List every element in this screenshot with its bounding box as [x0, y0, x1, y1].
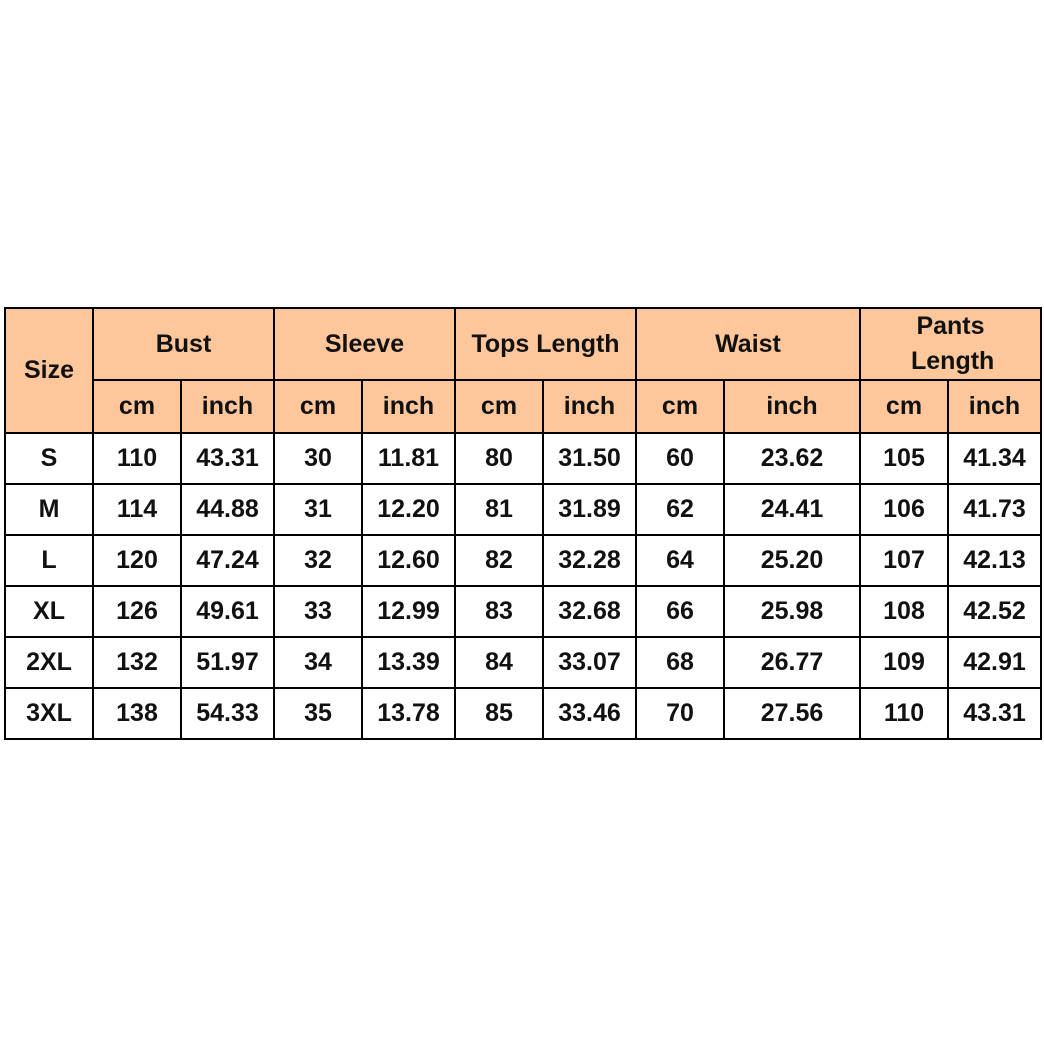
- header-row-groups: [5, 308, 1041, 380]
- value-cell: 70: [636, 688, 724, 739]
- table-row: [5, 535, 1041, 586]
- value-cell: 114: [93, 484, 181, 535]
- value-cell: 33.07: [543, 637, 636, 688]
- table-row: [5, 433, 1041, 484]
- value-cell: 85: [455, 688, 543, 739]
- group-header-pants-length: Pants Length: [860, 308, 1041, 380]
- unit-header: inch: [948, 380, 1041, 433]
- table-row: [5, 637, 1041, 688]
- value-cell: 51.97: [181, 637, 274, 688]
- value-cell: 25.20: [724, 535, 860, 586]
- value-cell: 23.62: [724, 433, 860, 484]
- value-cell: 12.20: [362, 484, 455, 535]
- value-cell: 31.50: [543, 433, 636, 484]
- unit-header: inch: [181, 380, 274, 433]
- value-cell: 47.24: [181, 535, 274, 586]
- unit-header: inch: [724, 380, 860, 433]
- size-cell: L: [5, 535, 93, 586]
- group-header-tops-length: Tops Length: [455, 308, 636, 380]
- unit-header: cm: [274, 380, 362, 433]
- value-cell: 12.60: [362, 535, 455, 586]
- value-cell: 43.31: [181, 433, 274, 484]
- value-cell: 34: [274, 637, 362, 688]
- value-cell: 30: [274, 433, 362, 484]
- value-cell: 80: [455, 433, 543, 484]
- value-cell: 68: [636, 637, 724, 688]
- value-cell: 54.33: [181, 688, 274, 739]
- value-cell: 42.52: [948, 586, 1041, 637]
- value-cell: 41.73: [948, 484, 1041, 535]
- group-header-bust: Bust: [93, 308, 274, 380]
- value-cell: 49.61: [181, 586, 274, 637]
- value-cell: 43.31: [948, 688, 1041, 739]
- value-cell: 13.39: [362, 637, 455, 688]
- value-cell: 31: [274, 484, 362, 535]
- value-cell: 12.99: [362, 586, 455, 637]
- value-cell: 25.98: [724, 586, 860, 637]
- group-header-waist: Waist: [636, 308, 860, 380]
- value-cell: 64: [636, 535, 724, 586]
- value-cell: 31.89: [543, 484, 636, 535]
- value-cell: 26.77: [724, 637, 860, 688]
- unit-header: cm: [860, 380, 948, 433]
- value-cell: 32.68: [543, 586, 636, 637]
- value-cell: 41.34: [948, 433, 1041, 484]
- value-cell: 107: [860, 535, 948, 586]
- value-cell: 32: [274, 535, 362, 586]
- value-cell: 42.13: [948, 535, 1041, 586]
- value-cell: 35: [274, 688, 362, 739]
- table-row: [5, 688, 1041, 739]
- unit-header: cm: [636, 380, 724, 433]
- value-cell: 110: [93, 433, 181, 484]
- value-cell: 13.78: [362, 688, 455, 739]
- value-cell: 110: [860, 688, 948, 739]
- value-cell: 105: [860, 433, 948, 484]
- value-cell: 84: [455, 637, 543, 688]
- value-cell: 138: [93, 688, 181, 739]
- size-cell: 3XL: [5, 688, 93, 739]
- unit-header: inch: [543, 380, 636, 433]
- value-cell: 108: [860, 586, 948, 637]
- unit-header: inch: [362, 380, 455, 433]
- size-cell: XL: [5, 586, 93, 637]
- size-chart-table: [4, 307, 1042, 740]
- value-cell: 44.88: [181, 484, 274, 535]
- group-header-sleeve: Sleeve: [274, 308, 455, 380]
- value-cell: 42.91: [948, 637, 1041, 688]
- value-cell: 32.28: [543, 535, 636, 586]
- value-cell: 66: [636, 586, 724, 637]
- size-header: Size: [5, 308, 93, 433]
- size-cell: 2XL: [5, 637, 93, 688]
- value-cell: 33.46: [543, 688, 636, 739]
- value-cell: 33: [274, 586, 362, 637]
- unit-header: cm: [455, 380, 543, 433]
- value-cell: 126: [93, 586, 181, 637]
- value-cell: 60: [636, 433, 724, 484]
- value-cell: 106: [860, 484, 948, 535]
- value-cell: 24.41: [724, 484, 860, 535]
- size-cell: S: [5, 433, 93, 484]
- value-cell: 83: [455, 586, 543, 637]
- header-row-units: [5, 380, 1041, 433]
- value-cell: 62: [636, 484, 724, 535]
- unit-header: cm: [93, 380, 181, 433]
- table-row: [5, 484, 1041, 535]
- value-cell: 82: [455, 535, 543, 586]
- value-cell: 109: [860, 637, 948, 688]
- value-cell: 132: [93, 637, 181, 688]
- table-row: [5, 586, 1041, 637]
- value-cell: 27.56: [724, 688, 860, 739]
- value-cell: 120: [93, 535, 181, 586]
- value-cell: 11.81: [362, 433, 455, 484]
- size-cell: M: [5, 484, 93, 535]
- value-cell: 81: [455, 484, 543, 535]
